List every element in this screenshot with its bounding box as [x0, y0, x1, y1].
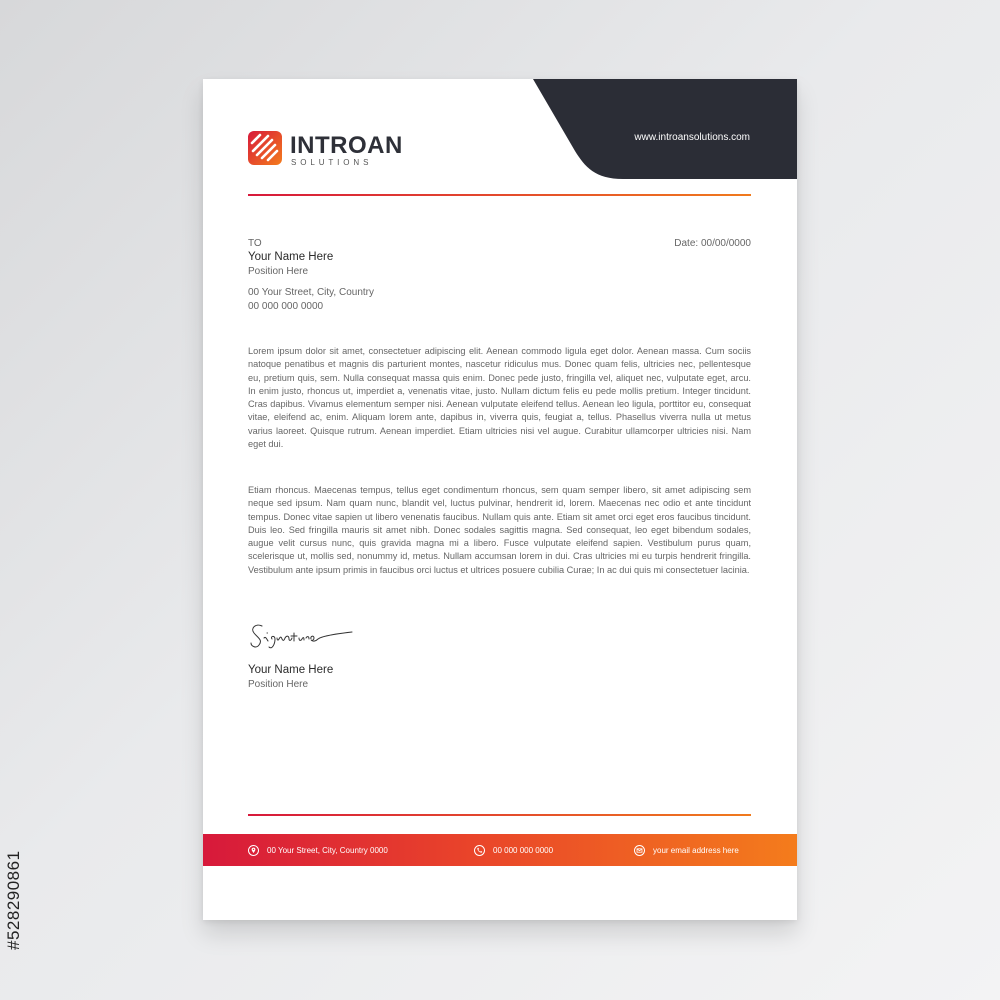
header-website: www.introansolutions.com	[634, 132, 750, 143]
recipient-street: 00 Your Street, City, Country	[248, 287, 374, 298]
recipient-address	[248, 286, 374, 314]
location-pin-icon	[248, 845, 259, 856]
phone-icon	[474, 845, 485, 856]
logo-tagline: SOLUTIONS	[291, 158, 373, 167]
stripes-logo-icon	[248, 131, 282, 165]
signatory-name: Your Name Here	[248, 664, 334, 676]
footer-email	[634, 843, 739, 857]
recipient-name: Your Name Here	[248, 251, 334, 263]
footer-phone	[474, 843, 553, 857]
letter-date: Date: 00/00/0000	[674, 238, 751, 249]
body-paragraph-2: Etiam rhoncus. Maecenas tempus, tellus eget condimentum rhoncus, sem quam semper libero, sit amet adipiscing sem neque sed ipsum. Nam quam nunc, blandit vel, luctus pulvinar, hendrerit id, lorem. Maecenas nec odio et ante tincidunt tempus. Donec vitae sapien ut libero venenatis faucibus. Nullam quis ante. Etiam sit amet orci eget eros faucibus tincidunt. Duis leo. Sed fringilla mauris sit amet nibh. Donec sodales sagittis magna. Sed consequat, leo eget bibendum sodales, augue velit cursus nunc, quis gravida magna mi a libero. Fusce vulputate eleifend sapien. Vestibulum purus quam, scelerisque ut, mollis sed, nonummy id, metus. Nullam accumsan lorem in dui. Cras ultricies mi eu turpis hendrerit fringilla. Vestibulum ante ipsum primis in faucibus orci luctus et ultrices posuere cubilia Curae; In ac dui quis mi consectetuer lacinia.	[248, 485, 751, 575]
to-label: TO	[248, 238, 262, 249]
footer-address	[248, 843, 388, 857]
body-paragraph-1: Lorem ipsum dolor sit amet, consectetuer adipiscing elit. Aenean commodo ligula eget dolor. Aenean massa. Cum sociis natoque penatibus et magnis dis parturient montes, nascetur ridiculus mus. Donec quam felis, ultricies nec, pellentesque eu, pretium quis, sem. Nulla consequat massa quis enim. Donec pede justo, fringilla vel, aliquet nec, vulputate eget, arcu. In enim justo, rhoncus ut, imperdiet a, venenatis vitae, justo. Nullam dictum felis eu pede mollis pretium. Integer tincidunt. Cras dapibus. Vivamus elementum semper nisi. Aenean vulputate eleifend tellus. Aenean leo ligula, porttitor eu, consequat vitae, eleifend ac, enim. Aliquam lorem ante, dapibus in, viverra quis, feugiat a, tellus. Phasellus viverra nulla ut metus varius laoreet. Quisque rutrum. Aenean imperdiet. Etiam ultricies nisi vel augue. Curabitur ullamcorper ultricies nisi. Nam eget dui.	[248, 346, 751, 450]
footer-divider	[248, 814, 751, 816]
letterhead-page	[203, 79, 797, 920]
footer-band	[203, 834, 797, 866]
stock-image-id: #528290861	[4, 850, 23, 950]
logo-name: INTROAN	[290, 132, 403, 159]
footer-phone-text: 00 000 000 0000	[493, 845, 554, 855]
signatory-position: Position Here	[248, 679, 309, 690]
handwritten-signature	[248, 619, 356, 653]
recipient-position: Position Here	[248, 266, 309, 277]
header-divider	[248, 194, 751, 196]
footer-email-text: your email address here	[653, 845, 739, 855]
footer-address-text: 00 Your Street, City, Country 0000	[267, 845, 388, 855]
recipient-phone: 00 000 000 0000	[248, 301, 324, 312]
email-icon	[634, 845, 645, 856]
